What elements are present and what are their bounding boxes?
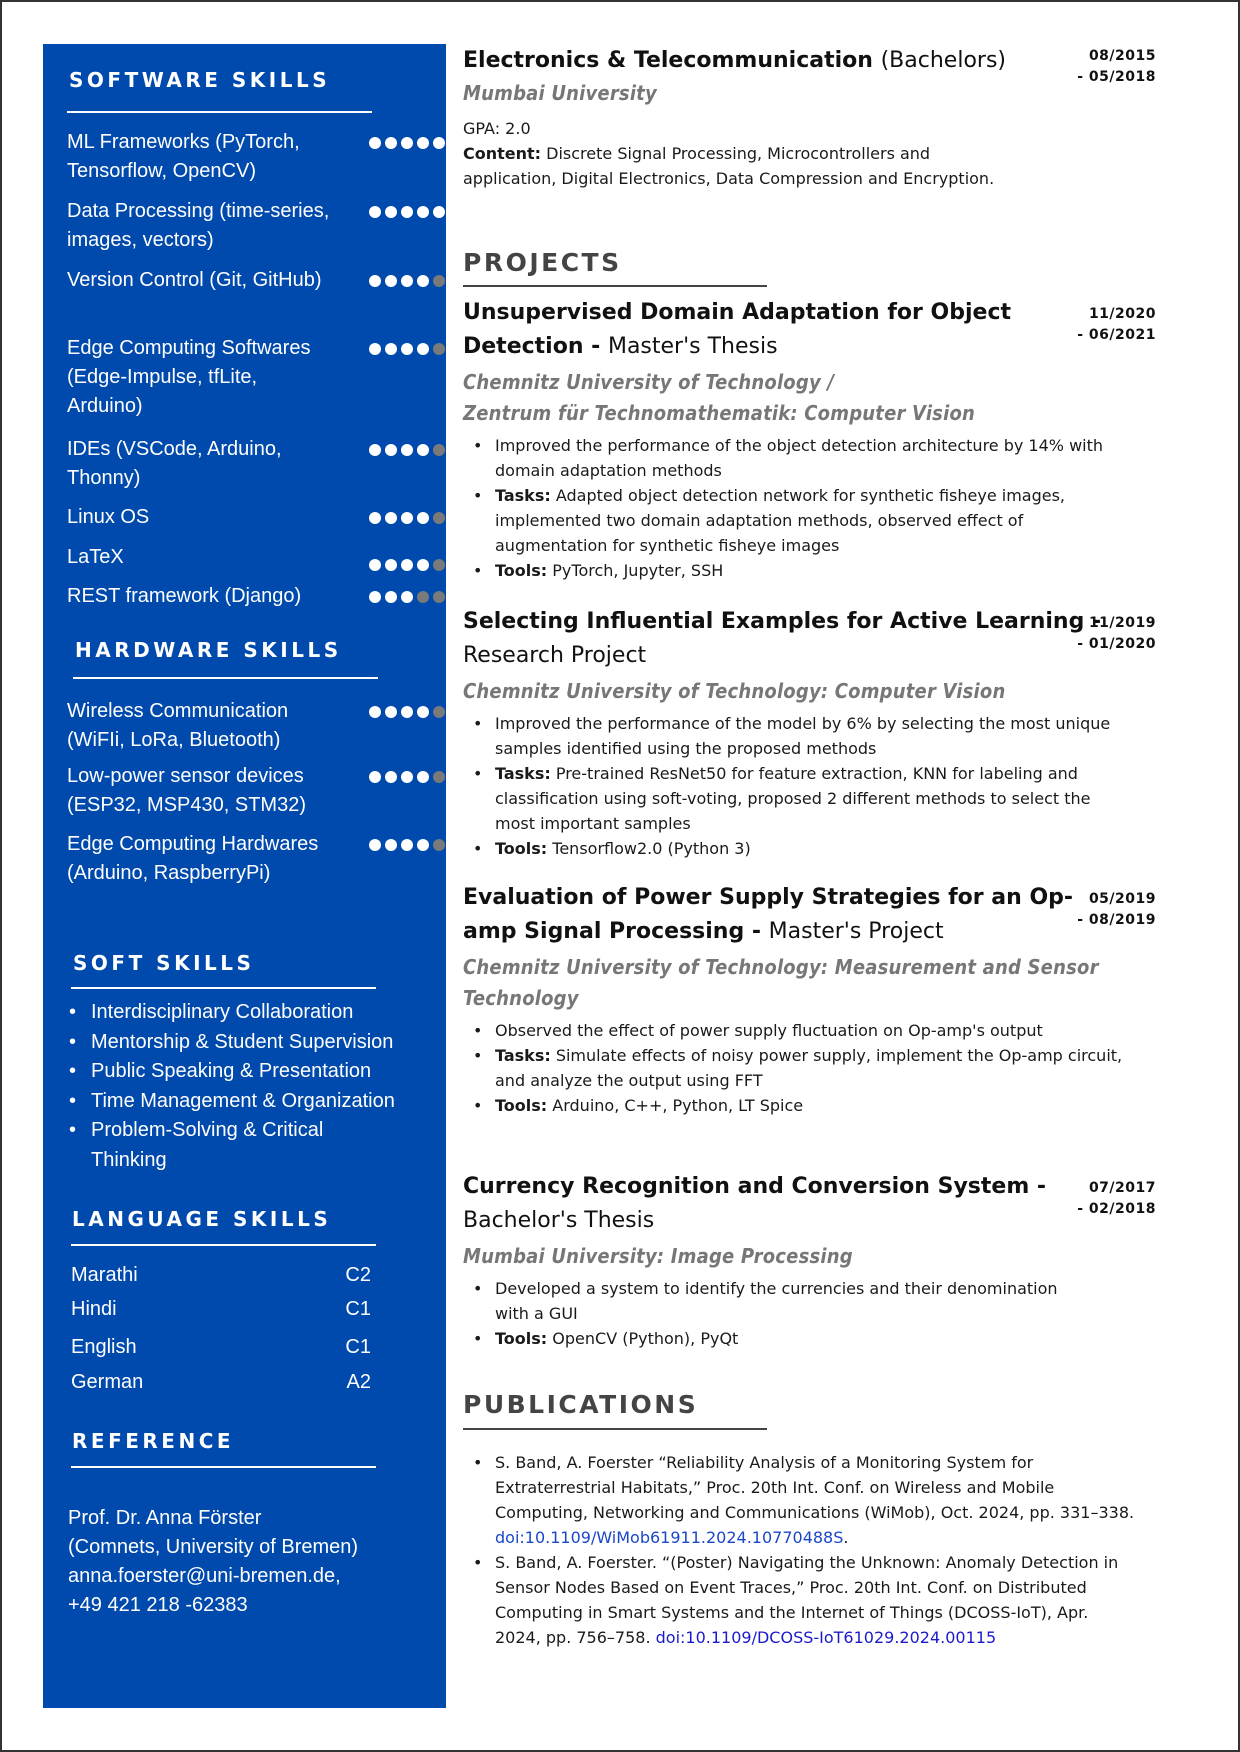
date-start: 11/2019 bbox=[1088, 615, 1156, 631]
project-bullet bbox=[495, 836, 1135, 861]
language-row bbox=[71, 1264, 371, 1287]
rating-dot-filled bbox=[369, 559, 381, 571]
date-end: - 06/2021 bbox=[1077, 327, 1156, 343]
date-start: 11/2020 bbox=[1088, 306, 1156, 322]
project-bullets bbox=[463, 711, 1135, 861]
sidebar bbox=[43, 44, 446, 1708]
soft-skill-item: • Time Management & Organization bbox=[91, 1087, 395, 1117]
project-institution bbox=[463, 952, 1103, 1014]
reference-heading: REFERENCE bbox=[72, 1429, 235, 1453]
soft-skills-heading: SOFT SKILLS bbox=[73, 951, 255, 975]
bullet-text: PyTorch, Jupyter, SSH bbox=[552, 561, 724, 580]
rating-dot-filled bbox=[369, 444, 381, 456]
bullet-text: Arduino, C++, Python, LT Spice bbox=[552, 1096, 804, 1115]
degree-type: (Bachelors) bbox=[880, 48, 1006, 73]
project-title-text: Currency Recognition and Conversion System - bbox=[463, 1174, 1047, 1199]
skill-name: Linux OS bbox=[67, 506, 150, 528]
skill-rating bbox=[369, 706, 445, 718]
publication-text: S. Band, A. Foerster “Reliability Analysis of a Monitoring System for Extraterrestrial Habitats,” Proc. 20th Int. Conf. on Wireless and Mobile Computing, Networking and Communications (WiMob), Oct. 2024, pp. 331–338. bbox=[495, 1453, 1135, 1522]
rating-dot-filled bbox=[417, 512, 429, 524]
skill-name: ML Frameworks (PyTorch, Tensorflow, OpenCV) bbox=[67, 131, 300, 182]
rating-dot-filled bbox=[433, 137, 445, 149]
software-skills-heading: SOFTWARE SKILLS bbox=[69, 68, 331, 92]
project-type: Master's Thesis bbox=[607, 334, 778, 359]
rating-dot-filled bbox=[369, 275, 381, 287]
skill-rating bbox=[369, 839, 445, 851]
skill-name: Data Processing (time-series, images, vectors) bbox=[67, 200, 330, 251]
skill-name: Low-power sensor devices (ESP32, MSP430, STM32) bbox=[67, 765, 306, 816]
project-bullet bbox=[495, 1018, 1135, 1043]
rating-dot-filled bbox=[385, 591, 397, 603]
bullet-text: Improved the performance of the model by 6% by selecting the most unique samples identified using the proposed methods bbox=[495, 714, 1111, 758]
rating-dot-empty bbox=[433, 839, 445, 851]
rating-dot-empty bbox=[433, 771, 445, 783]
publication-item bbox=[495, 1450, 1135, 1550]
bullet-label: Tasks: bbox=[495, 486, 551, 505]
project-bullet bbox=[495, 483, 1135, 558]
project-bullets bbox=[463, 1276, 1075, 1351]
bullet-label: Tools: bbox=[495, 561, 548, 580]
rating-dot-filled bbox=[417, 137, 429, 149]
project-bullet bbox=[495, 433, 1135, 483]
rating-dot-filled bbox=[385, 839, 397, 851]
rating-dot-empty bbox=[433, 706, 445, 718]
rating-dot-filled bbox=[417, 771, 429, 783]
project-institution bbox=[463, 367, 1103, 429]
language-level: A2 bbox=[346, 1371, 371, 1393]
rating-dot-filled bbox=[417, 444, 429, 456]
rating-dot-filled bbox=[401, 275, 413, 287]
rating-dot-filled bbox=[385, 559, 397, 571]
rating-dot-filled bbox=[401, 559, 413, 571]
rating-dot-empty bbox=[433, 343, 445, 355]
section-divider bbox=[71, 987, 376, 989]
bullet-label: Tools: bbox=[495, 1329, 548, 1348]
rating-dot-filled bbox=[369, 591, 381, 603]
rating-dot-filled bbox=[401, 206, 413, 218]
date-start: 05/2019 bbox=[1088, 891, 1156, 907]
project-title-text: Unsupervised Domain Adaptation for Object Detection - bbox=[463, 300, 1012, 359]
date-end: - 08/2019 bbox=[1077, 912, 1156, 928]
rating-dot-filled bbox=[417, 706, 429, 718]
bullet-label: Tasks: bbox=[495, 1046, 551, 1065]
skill-name: Edge Computing Softwares (Edge-Impulse, tfLite, Arduino) bbox=[67, 337, 311, 417]
skill-rating bbox=[369, 771, 445, 783]
rating-dot-filled bbox=[401, 512, 413, 524]
language-row bbox=[71, 1336, 371, 1359]
project-bullet bbox=[495, 1093, 1135, 1118]
project-bullet bbox=[495, 1326, 1075, 1351]
date-start: 07/2017 bbox=[1088, 1180, 1156, 1196]
bullet-text: Tensorflow2.0 (Python 3) bbox=[552, 839, 751, 858]
project-bullet bbox=[495, 761, 1135, 836]
skill-rating bbox=[369, 343, 445, 355]
section-divider bbox=[73, 677, 378, 679]
rating-dot-filled bbox=[369, 512, 381, 524]
project-title bbox=[463, 605, 1103, 673]
reference-phone: +49 421 218 -62383 bbox=[68, 1594, 248, 1616]
rating-dot-empty bbox=[433, 591, 445, 603]
rating-dot-filled bbox=[385, 137, 397, 149]
bullet-label: Tools: bbox=[495, 1096, 548, 1115]
project-title-text: Evaluation of Power Supply Strategies for an Op-amp Signal Processing - bbox=[463, 885, 1074, 944]
publications-heading: PUBLICATIONS bbox=[463, 1390, 699, 1419]
rating-dot-filled bbox=[385, 275, 397, 287]
section-divider bbox=[463, 285, 767, 287]
rating-dot-filled bbox=[385, 706, 397, 718]
rating-dot-empty bbox=[433, 512, 445, 524]
institution-line: Chemnitz University of Technology: Measurement and Sensor Technology bbox=[463, 955, 1099, 1010]
language-row bbox=[71, 1371, 371, 1394]
language-name: English bbox=[71, 1336, 137, 1358]
skill-name: LaTeX bbox=[67, 546, 124, 568]
education-gpa bbox=[463, 116, 1083, 141]
bullet-text: Pre-trained ResNet50 for feature extraction, KNN for labeling and classification using soft-voting, proposed 2 different methods to select the most important samples bbox=[495, 764, 1091, 833]
project-institution bbox=[463, 1241, 1103, 1272]
section-divider bbox=[71, 1466, 376, 1468]
bullet-text: Improved the performance of the object detection architecture by 14% with domain adaptation methods bbox=[495, 436, 1104, 480]
skill-rating bbox=[369, 137, 445, 149]
publication-doi-link[interactable]: doi:10.1109/DCOSS-IoT61029.2024.00115 bbox=[655, 1628, 997, 1647]
content-label: Content: bbox=[463, 144, 542, 163]
rating-dot-filled bbox=[369, 706, 381, 718]
skill-rating bbox=[369, 444, 445, 456]
skill-name: Edge Computing Hardwares (Arduino, RaspberryPi) bbox=[67, 833, 319, 884]
skill-rating bbox=[369, 591, 445, 603]
rating-dot-filled bbox=[417, 206, 429, 218]
rating-dot-filled bbox=[401, 137, 413, 149]
reference-block bbox=[68, 1504, 358, 1620]
hardware-skills-heading: HARDWARE SKILLS bbox=[75, 638, 342, 662]
rating-dot-filled bbox=[401, 839, 413, 851]
bullet-text: Adapted object detection network for synthetic fisheye images, implemented two domain adaptation methods, observed effect of augmentation for synthetic fisheye images bbox=[495, 486, 1066, 555]
rating-dot-filled bbox=[401, 771, 413, 783]
skill-rating bbox=[369, 206, 445, 218]
project-institution bbox=[463, 676, 1103, 707]
project-dates bbox=[1036, 889, 1156, 931]
rating-dot-filled bbox=[433, 206, 445, 218]
publication-item bbox=[495, 1550, 1135, 1650]
rating-dot-filled bbox=[385, 343, 397, 355]
rating-dot-empty bbox=[433, 559, 445, 571]
rating-dot-filled bbox=[385, 444, 397, 456]
reference-email[interactable]: anna.foerster@uni-bremen.de, bbox=[68, 1565, 341, 1587]
project-title bbox=[463, 296, 1103, 364]
rating-dot-filled bbox=[401, 444, 413, 456]
institution-line: Chemnitz University of Technology: Computer Vision bbox=[463, 679, 1006, 703]
bullet-text: Simulate effects of noisy power supply, implement the Op-amp circuit, and analyze the output using FFT bbox=[495, 1046, 1123, 1090]
section-divider bbox=[67, 111, 372, 113]
rating-dot-empty bbox=[417, 591, 429, 603]
project-bullets bbox=[463, 433, 1135, 583]
language-skills-heading: LANGUAGE SKILLS bbox=[72, 1207, 332, 1231]
skill-rating bbox=[369, 512, 445, 524]
soft-skills-list bbox=[67, 998, 395, 1175]
rating-dot-filled bbox=[385, 771, 397, 783]
skill-name: Wireless Communication (WiFIi, LoRa, Bluetooth) bbox=[67, 700, 289, 751]
project-dates bbox=[1036, 304, 1156, 346]
institution-line: Mumbai University: Image Processing bbox=[463, 1244, 853, 1268]
rating-dot-filled bbox=[417, 275, 429, 287]
rating-dot-empty bbox=[433, 444, 445, 456]
bullet-text: Developed a system to identify the currencies and their denomination with a GUI bbox=[495, 1279, 1058, 1323]
language-row bbox=[71, 1298, 371, 1321]
section-divider bbox=[71, 1244, 376, 1246]
project-title bbox=[463, 1170, 1103, 1238]
project-dates bbox=[1036, 613, 1156, 655]
date-end: - 05/2018 bbox=[1077, 69, 1156, 85]
soft-skill-item: • Problem-Solving & Critical Thinking bbox=[91, 1116, 361, 1175]
rating-dot-filled bbox=[369, 343, 381, 355]
project-bullet bbox=[495, 1043, 1135, 1093]
project-dates bbox=[1036, 1178, 1156, 1220]
soft-skill-item: • Mentorship & Student Supervision bbox=[91, 1028, 395, 1058]
language-level: C1 bbox=[345, 1298, 371, 1320]
rating-dot-filled bbox=[385, 206, 397, 218]
bullet-label: Tasks: bbox=[495, 764, 551, 783]
project-title-text: Selecting Influential Examples for Active Learning - bbox=[463, 609, 1102, 634]
language-level: C1 bbox=[345, 1336, 371, 1358]
institution-line: Chemnitz University of Technology / bbox=[463, 370, 835, 394]
skill-rating bbox=[369, 275, 445, 287]
project-bullets bbox=[463, 1018, 1135, 1118]
rating-dot-filled bbox=[369, 137, 381, 149]
reference-affiliation: (Comnets, University of Bremen) bbox=[68, 1536, 359, 1558]
language-name: Hindi bbox=[71, 1298, 117, 1320]
rating-dot-filled bbox=[401, 343, 413, 355]
publication-doi-link[interactable]: doi:10.1109/WiMob61911.2024.10770488S bbox=[495, 1528, 844, 1547]
institution-line: Zentrum für Technomathematik: Computer Vision bbox=[463, 401, 976, 425]
skill-name: Version Control (Git, GitHub) bbox=[67, 269, 322, 291]
content-text: Discrete Signal Processing, Microcontrollers and application, Digital Electronics, Data Compression and Encryption. bbox=[463, 144, 995, 188]
project-type: Master's Project bbox=[768, 919, 944, 944]
project-title bbox=[463, 881, 1103, 949]
rating-dot-filled bbox=[369, 771, 381, 783]
skill-name: REST framework (Django) bbox=[67, 585, 302, 607]
publication-suffix: . bbox=[843, 1528, 849, 1547]
rating-dot-filled bbox=[385, 512, 397, 524]
skill-rating bbox=[369, 559, 445, 571]
language-name: Marathi bbox=[71, 1264, 138, 1286]
soft-skill-item: • Public Speaking & Presentation bbox=[91, 1057, 395, 1087]
date-start: 08/2015 bbox=[1088, 48, 1156, 64]
language-level: C2 bbox=[345, 1264, 371, 1286]
projects-heading: PROJECTS bbox=[463, 248, 622, 277]
rating-dot-filled bbox=[369, 206, 381, 218]
project-type: Bachelor's Thesis bbox=[463, 1208, 655, 1233]
publications-list bbox=[463, 1450, 1135, 1650]
rating-dot-filled bbox=[417, 839, 429, 851]
bullet-text: OpenCV (Python), PyQt bbox=[552, 1329, 739, 1348]
education-content bbox=[463, 141, 1023, 191]
date-end: - 02/2018 bbox=[1077, 1201, 1156, 1217]
rating-dot-empty bbox=[433, 275, 445, 287]
rating-dot-filled bbox=[401, 591, 413, 603]
project-bullet bbox=[495, 711, 1135, 761]
degree-name: Electronics & Telecommunication bbox=[463, 48, 873, 73]
skill-name: IDEs (VSCode, Arduino, Thonny) bbox=[67, 438, 282, 489]
education-institution: Mumbai University bbox=[463, 81, 657, 105]
rating-dot-filled bbox=[369, 839, 381, 851]
project-bullet bbox=[495, 558, 1135, 583]
language-name: German bbox=[71, 1371, 144, 1393]
gpa-value: 2.0 bbox=[505, 119, 531, 138]
rating-dot-filled bbox=[417, 343, 429, 355]
rating-dot-filled bbox=[401, 706, 413, 718]
bullet-text: Observed the effect of power supply fluctuation on Op-amp's output bbox=[495, 1021, 1043, 1040]
rating-dot-filled bbox=[417, 559, 429, 571]
date-end: - 01/2020 bbox=[1077, 636, 1156, 652]
reference-name: Prof. Dr. Anna Förster bbox=[68, 1507, 262, 1529]
bullet-label: Tools: bbox=[495, 839, 548, 858]
project-type: Research Project bbox=[463, 643, 647, 668]
section-divider bbox=[463, 1428, 767, 1430]
soft-skill-item: • Interdisciplinary Collaboration bbox=[91, 998, 395, 1028]
gpa-label: GPA: bbox=[463, 119, 501, 138]
project-bullet bbox=[495, 1276, 1075, 1326]
publication-text: S. Band, A. Foerster. “(Poster) Navigating the Unknown: Anomaly Detection in Sensor Nodes Based on Event Traces,” Proc. 20th Int. Conf. on Distributed Computing in Smart Systems and the Internet of Things (DCOSS-IoT), Apr. 2024, pp. 756–758. bbox=[495, 1553, 1119, 1647]
